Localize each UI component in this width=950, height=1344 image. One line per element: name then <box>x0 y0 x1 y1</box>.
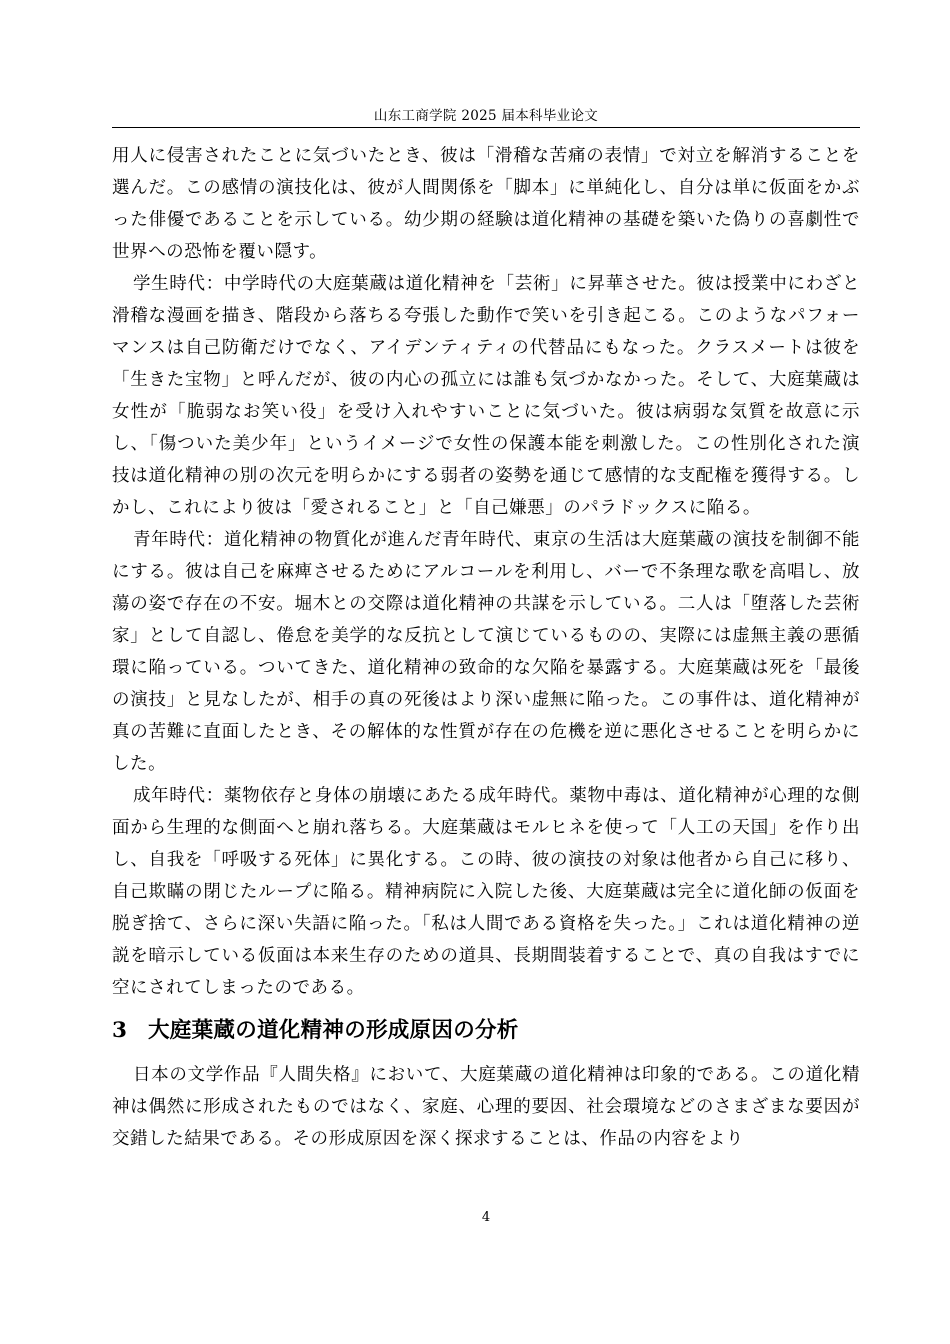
header-rule <box>112 127 860 128</box>
section-heading <box>112 1011 860 1051</box>
page-number: 4 <box>481 1210 491 1225</box>
section-title: 大庭葉蔵の道化精神の形成原因の分析 <box>148 1018 519 1043</box>
paragraph-continued: 用人に侵害されたことに気づいたとき、彼は「滑稽な苦痛の表情」で対立を解消することを選んだ。この感情の演技化は、彼が人間関係を「脚本」に単純化し、自分は単に仮面をかぶった俳優であることを示している。幼少期の経験は道化精神の基礎を築いた偽りの喜劇性で世界への恐怖を覆い隠す。 <box>112 146 860 262</box>
paragraph-adult-years: 成年時代：薬物依存と身体の崩壊にあたる成年時代。薬物中毒は、道化精神が心理的な側面から生理的な側面へと崩れ落ちる。大庭葉蔵はモルヒネを使って「人工の天国」を作り出し、自我を「呼吸する死体」に異化する。この時、彼の演技の対象は他者から自己に移り、自己欺瞞の閉じたループに陥る。精神病院に入院した後、大庭葉蔵は完全に道化師の仮面を脱ぎ捨て、さらに深い失語に陥った。「私は人間である資格を失った。」これは道化精神の逆説を暗示している仮面は本来生存のための道具、長期間装着することで、真の自我はすでに空にされてしまったのである。 <box>112 786 860 998</box>
paragraph-youth-years: 青年時代：道化精神の物質化が進んだ青年時代、東京の生活は大庭葉蔵の演技を制御不能にする。彼は自己を麻痺させるためにアルコールを利用し、バーで不条理な歌を高唱し、放蕩の姿で存在の不安。堀木との交際は道化精神の共謀を示している。二人は「堕落した芸術家」として自認し、倦怠を美学的な反抗として演じているものの、実際には虚無主義の悪循環に陥っている。ついてきた、道化精神の致命的な欠陥を暴露する。大庭葉蔵は死を「最後の演技」と見なしたが、相手の真の死後はより深い虚無に陥った。この事件は、道化精神が真の苦難に直面したとき、その解体的な性質が存在の危機を逆に悪化させることを明らかにした。 <box>112 530 860 774</box>
section-number: 3 <box>112 1018 128 1043</box>
paragraph-student-years: 学生時代：中学時代の大庭葉蔵は道化精神を「芸術」に昇華させた。彼は授業中にわざと滑稽な漫画を描き、階段から落ちる夸張した動作で笑いを引き起こる。このようなパフォーマンスは自己防衛だけでなく、アイデンティティの代替品にもなった。クラスメートは彼を「生きた宝物」と呼んだが、彼の内心の孤立には誰も気づかなかった。そして、大庭葉蔵は女性が「脆弱なお笑い役」を受け入れやすいことに気づいた。彼は病弱な気質を故意に示し、「傷ついた美少年」というイメージで女性の保護本能を刺激した。この性別化された演技は道化精神の別の次元を明らかにする弱者の姿勢を通じて感情的な支配権を獲得する。しかし、これにより彼は「愛されること」と「自己嫌悪」のパラドックスに陥る。 <box>112 274 860 518</box>
running-header: 山东工商学院 2025 届本科毕业论文 <box>373 108 599 124</box>
paragraph-section-intro: 日本の文学作品『人間失格』において、大庭葉蔵の道化精神は印象的である。この道化精神は偶然に形成されたものではなく、家庭、心理的要因、社会環境などのさまざまな要因が交錯した結果である。その形成原因を深く探求することは、作品の内容をより <box>112 1065 860 1149</box>
body-text <box>112 140 860 1155</box>
